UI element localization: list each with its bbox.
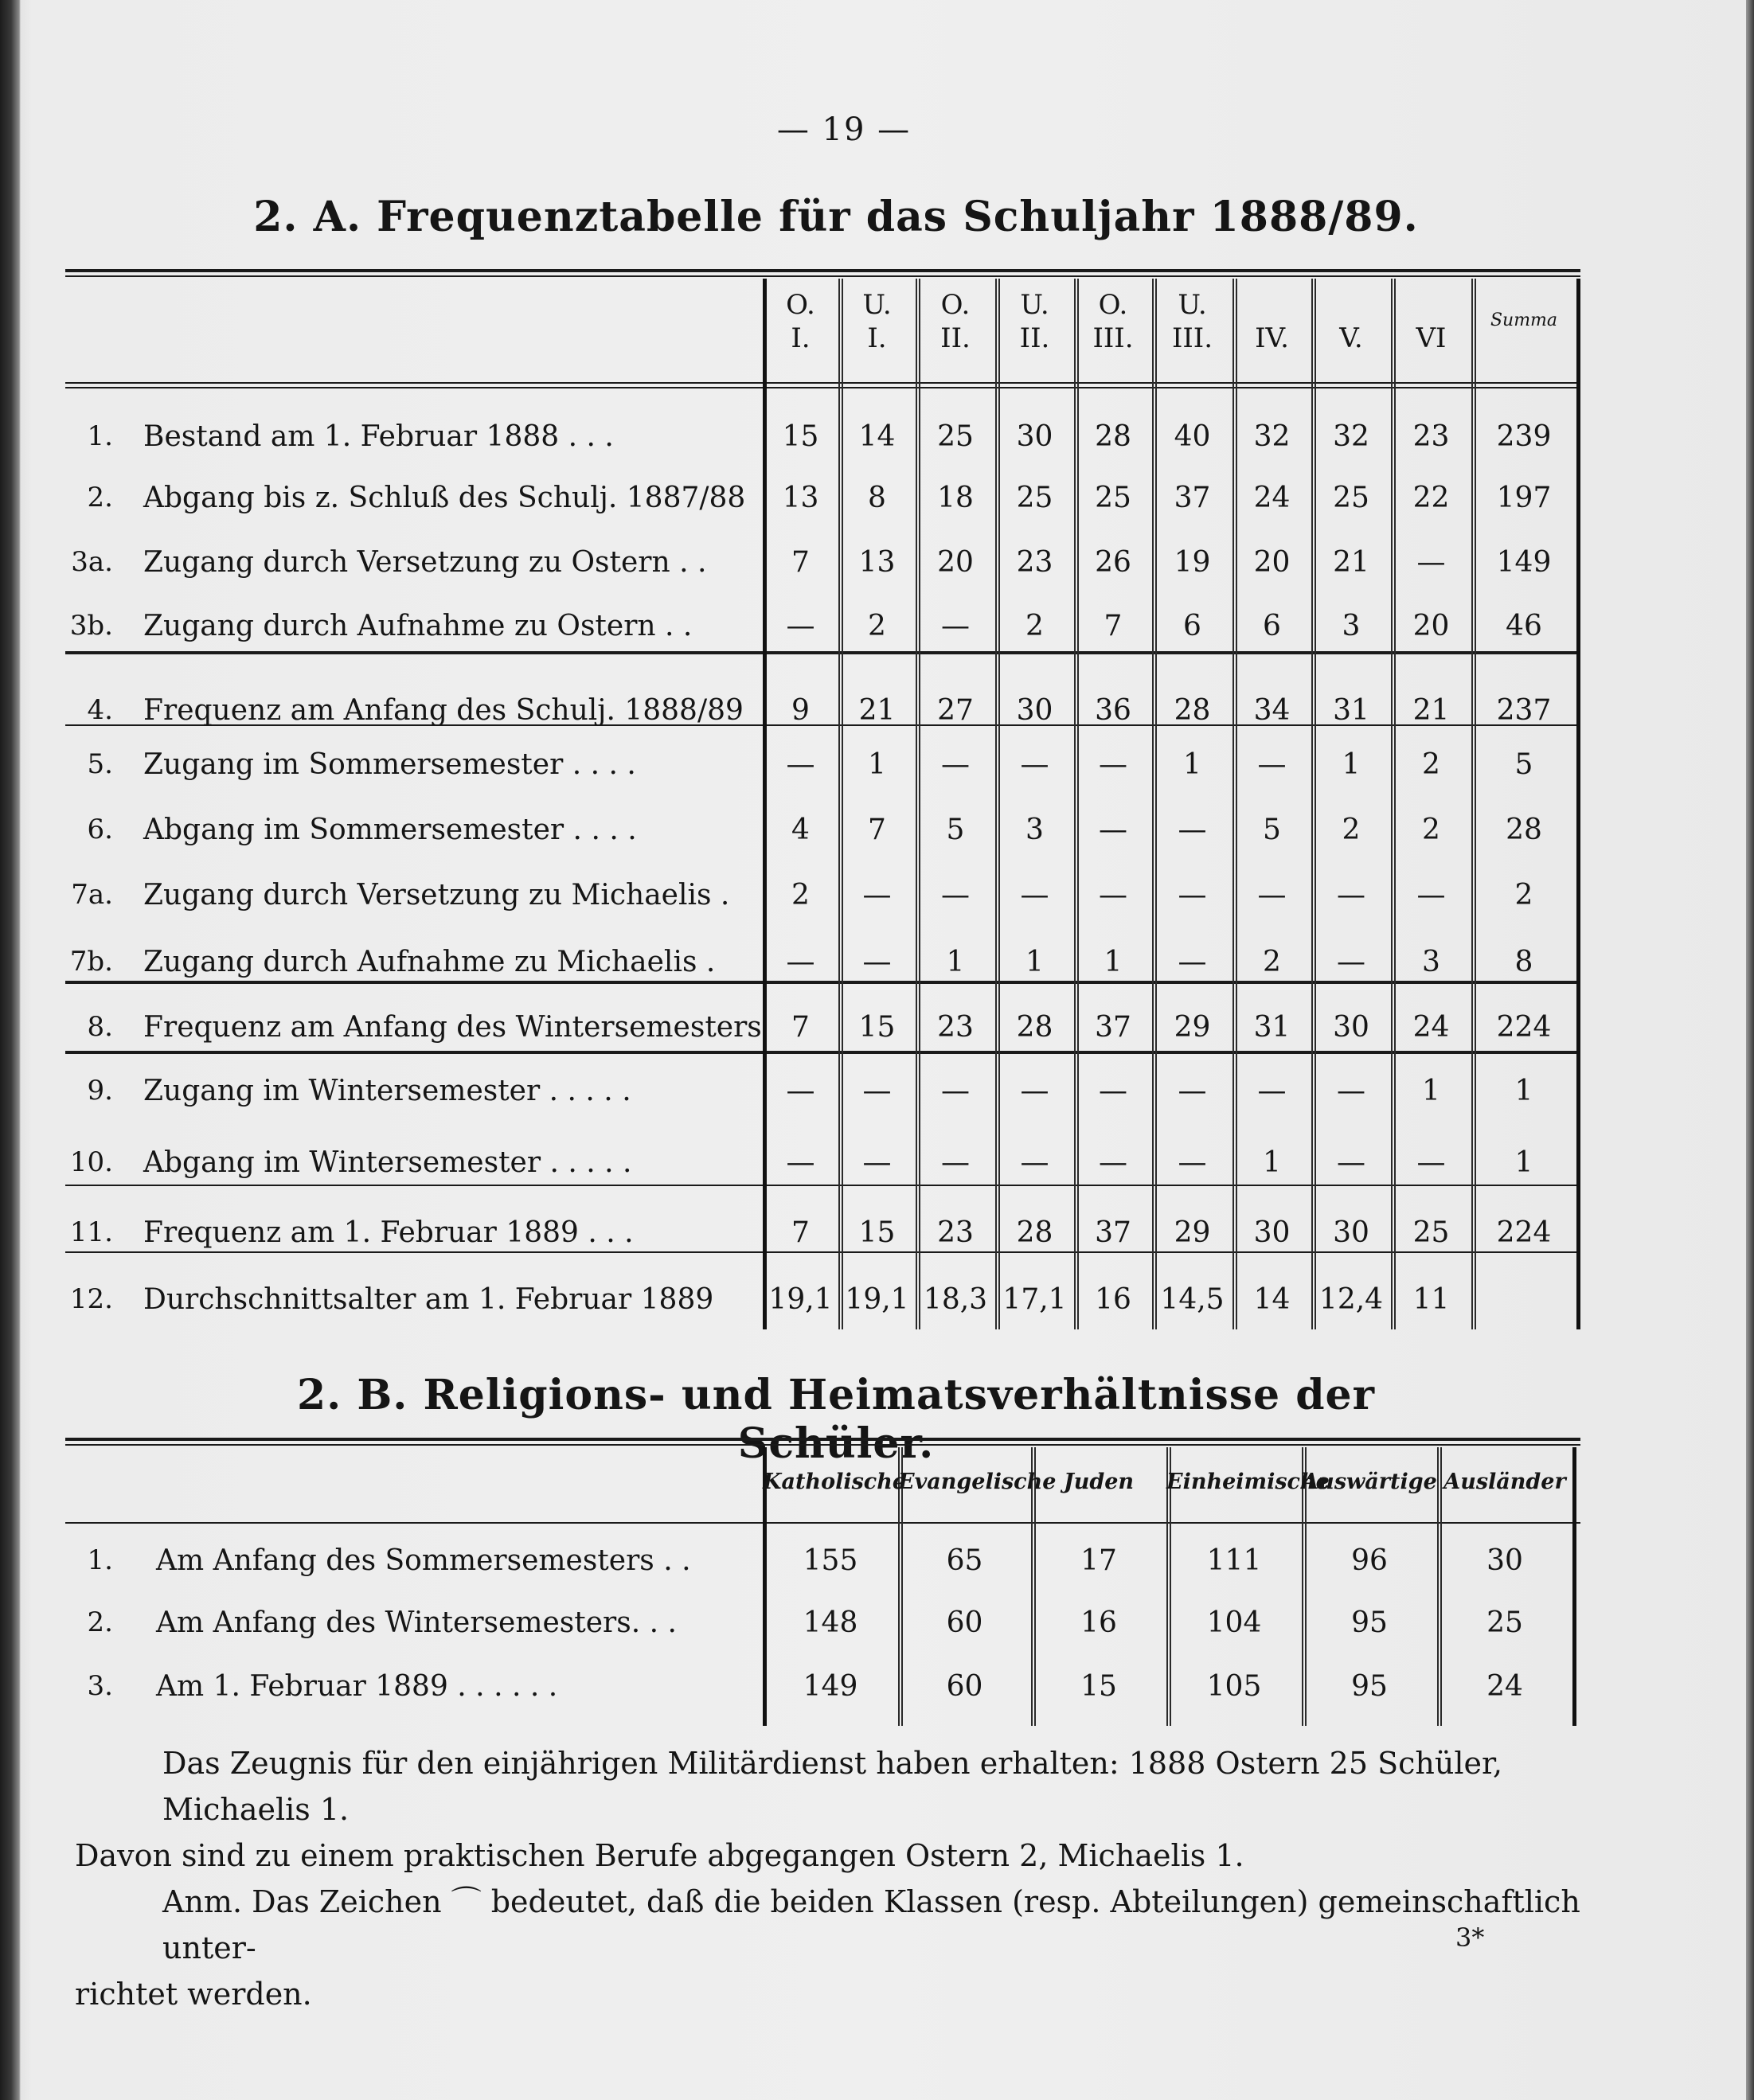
table-a-cell: 14 <box>1253 1283 1291 1316</box>
table-a-cell: 30 <box>1333 1011 1369 1044</box>
table-a-cell: — <box>862 1075 892 1107</box>
table-a-cell: 1 <box>1514 1146 1533 1179</box>
table-a-row-number: 2. <box>87 482 113 513</box>
table-a-row-label: Abgang im Sommersemester . . . . <box>143 814 637 846</box>
table-a-cell: 15 <box>858 1216 896 1249</box>
notes-block <box>75 1740 1619 2017</box>
table-a-cell: — <box>1099 814 1127 846</box>
table-a-cell: 21 <box>1333 546 1369 579</box>
table-a-row-number: 7b. <box>69 946 113 978</box>
table-a-cell: — <box>1257 1075 1287 1107</box>
table-a-cell: 5 <box>946 814 965 846</box>
table-a-cell: 25 <box>1333 482 1369 514</box>
table-b-cell: 30 <box>1486 1544 1523 1577</box>
table-a-cell: 3 <box>1422 946 1440 978</box>
table-a-cell: 197 <box>1496 482 1552 514</box>
table-a-row-label: Zugang durch Aufnahme zu Michaelis . <box>143 946 716 978</box>
table-a-cell: 40 <box>1174 420 1211 453</box>
page-edge-shadow <box>1746 0 1754 2100</box>
table-b-cell: 104 <box>1206 1606 1262 1639</box>
table-a-row-label: Zugang im Sommersemester . . . . <box>143 748 636 781</box>
table-a-cell: — <box>941 1075 970 1107</box>
table-b-column-header: Auswärtige <box>1302 1470 1437 1494</box>
table-a-cell: 8 <box>1514 946 1533 978</box>
table-a-cell: 20 <box>1412 610 1450 642</box>
table-a-cell: 31 <box>1253 1011 1291 1044</box>
table-a-cell: — <box>786 946 815 978</box>
table-a-row-label: Frequenz am Anfang des Wintersemesters <box>143 1011 762 1044</box>
table-a-row-number: 4. <box>87 694 113 726</box>
table-a-cell: 1 <box>1025 946 1044 978</box>
table-a-cell: 20 <box>1253 546 1291 579</box>
table-a-cell: — <box>1337 1075 1365 1107</box>
note-line-1: Das Zeugnis für den einjährigen Militärdienst haben erhalten: 1888 Ostern 25 Schüler, Michaelis 1. <box>162 1746 1503 1827</box>
table-a-cell: 27 <box>937 694 974 727</box>
table-a-cell: 30 <box>1016 694 1053 727</box>
table-a-column-header <box>1391 288 1471 355</box>
table-a-cell: — <box>941 748 970 781</box>
table-a-cell: 18 <box>937 482 974 514</box>
table-a-row-label: Zugang durch Versetzung zu Ostern . . <box>143 546 707 579</box>
header-line-2: Summa <box>1490 310 1558 330</box>
table-a-row-number: 12. <box>69 1283 113 1315</box>
table-b-cell: 149 <box>803 1670 858 1703</box>
header-line-1 <box>1311 288 1391 322</box>
table-b-column-header: Evangelische <box>898 1470 1057 1494</box>
table-a-cell: 32 <box>1253 420 1291 453</box>
table-a-cell: — <box>1178 879 1207 911</box>
table-b-cell: 15 <box>1080 1670 1117 1703</box>
table-a-cell: 3 <box>1025 814 1044 846</box>
table-a-column-header <box>838 288 916 355</box>
table-a-cell: 2 <box>1342 814 1361 846</box>
table-a-cell: — <box>941 610 970 642</box>
table-a-header-rule-2 <box>65 387 1580 388</box>
table-a-cell: 18,3 <box>923 1283 988 1316</box>
table-a-row-number: 7a. <box>71 879 113 911</box>
table-a-cell: 9 <box>791 694 810 727</box>
table-a-cell: 7 <box>791 1011 810 1044</box>
table-a-cell: 237 <box>1496 694 1552 727</box>
table-a-cell: 5 <box>1514 748 1533 781</box>
header-line-1: U. <box>862 289 892 321</box>
table-a-cell: 23 <box>1412 420 1450 453</box>
table-a-row-label: Abgang im Wintersemester . . . . . <box>143 1146 632 1179</box>
table-a-cell: 23 <box>937 1216 974 1249</box>
table-b-title: 2. B. Religions- und Heimatsverhältnisse der <box>296 1371 1376 1419</box>
table-a-cell: 239 <box>1496 420 1552 453</box>
table-b-cell: 105 <box>1206 1670 1262 1703</box>
table-a-row-label: Zugang im Wintersemester . . . . . <box>143 1075 631 1107</box>
table-a-cell: 21 <box>1412 694 1450 727</box>
header-line-1: U. <box>1020 289 1049 321</box>
note-line-2: Davon sind zu einem praktischen Berufe abgegangen Ostern 2, Michaelis 1. <box>75 1838 1244 1873</box>
table-a-row-label: Bestand am 1. Februar 1888 . . . <box>143 420 614 453</box>
table-a-cell: — <box>941 1146 970 1179</box>
header-line-2: III. <box>1092 322 1134 354</box>
table-a-cell: 15 <box>858 1011 896 1044</box>
table-a-cell: 2 <box>1514 879 1533 911</box>
table-a-cell: — <box>1337 1146 1365 1179</box>
table-b-row-label: Am Anfang des Wintersemesters. . . <box>156 1606 677 1639</box>
table-a-column-header <box>763 288 838 355</box>
table-a-cell: 13 <box>858 546 896 579</box>
table-a-cell: 29 <box>1174 1216 1211 1249</box>
table-a-column-header <box>1074 288 1152 355</box>
table-a-row-number: 3a. <box>71 546 113 578</box>
table-a-cell: 7 <box>868 814 886 846</box>
table-a-cell: — <box>1416 879 1446 911</box>
table-a-cell: 28 <box>1095 420 1131 453</box>
signature-mark: 3* <box>1455 1922 1485 1953</box>
table-a-cell: 19,1 <box>768 1283 833 1316</box>
table-b-cell: 96 <box>1351 1544 1388 1577</box>
table-b-row-number: 2. <box>87 1606 113 1638</box>
table-a-cell: — <box>1178 946 1207 978</box>
table-a-cell: 7 <box>1104 610 1123 642</box>
note-line-3: Anm. Das Zeichen ⌒ bedeutet, daß die beiden Klassen (resp. Abteilungen) gemeinschaftlich unter- <box>162 1884 1580 1965</box>
table-b-cell: 111 <box>1206 1544 1262 1577</box>
page-number: — 19 — <box>776 111 912 148</box>
table-a-cell: — <box>941 879 970 911</box>
table-a-cell: 15 <box>782 420 819 453</box>
table-a-column-header <box>1471 288 1576 338</box>
table-a-cell: — <box>862 946 892 978</box>
table-b-row-label: Am 1. Februar 1889 . . . . . . <box>156 1670 558 1703</box>
table-a-cell: — <box>1099 1075 1127 1107</box>
table-a-cell: — <box>862 1146 892 1179</box>
table-a-row-number: 6. <box>87 814 113 845</box>
table-b-header-rule <box>65 1522 1580 1524</box>
table-a-section-rule <box>65 1185 1580 1186</box>
table-a-cell: 28 <box>1016 1216 1053 1249</box>
table-a-cell: 16 <box>1095 1283 1131 1316</box>
table-a-section-rule <box>65 1251 1580 1253</box>
table-a-cell: — <box>1099 1146 1127 1179</box>
table-a-column-header <box>1152 288 1232 355</box>
table-a-cell: 24 <box>1412 1011 1450 1044</box>
table-a-cell: 2 <box>1025 610 1044 642</box>
table-a-cell: 1 <box>1263 1146 1281 1179</box>
table-a-cell: 23 <box>937 1011 974 1044</box>
header-line-2: II. <box>1019 322 1050 354</box>
table-a-cell: 1 <box>1514 1075 1533 1107</box>
table-a-row-label: Zugang durch Aufnahme zu Ostern . . <box>143 610 693 642</box>
table-a-cell: 25 <box>937 420 974 453</box>
table-a-cell: 14,5 <box>1160 1283 1225 1316</box>
table-a-cell: — <box>1099 748 1127 781</box>
table-a-cell: 149 <box>1496 546 1552 579</box>
table-a-row-number: 10. <box>69 1146 113 1178</box>
table-b-cell: 148 <box>803 1606 858 1639</box>
header-line-2: I. <box>867 322 887 354</box>
header-line-1: O. <box>940 289 971 321</box>
table-a-row-label: Zugang durch Versetzung zu Michaelis . <box>143 879 730 911</box>
table-a-section-rule <box>65 651 1580 654</box>
table-b-cell: 17 <box>1080 1544 1117 1577</box>
table-a-cell: 3 <box>1342 610 1361 642</box>
table-a-cell: 28 <box>1174 694 1211 727</box>
table-a-row-label: Durchschnittsalter am 1. Februar 1889 <box>143 1283 714 1316</box>
table-a-cell: 1 <box>1183 748 1201 781</box>
table-a-cell: — <box>1178 1075 1207 1107</box>
table-a-cell: 32 <box>1333 420 1369 453</box>
table-a-top-rule <box>65 269 1580 272</box>
table-a-cell: — <box>1337 879 1365 911</box>
table-a-cell: — <box>786 610 815 642</box>
header-line-2: IV. <box>1255 322 1289 354</box>
table-b-cell: 60 <box>946 1670 983 1703</box>
header-line-1 <box>1471 288 1576 304</box>
table-a-cell: 19,1 <box>845 1283 909 1316</box>
table-a-cell: 4 <box>791 814 810 846</box>
table-a-cell: 1 <box>1422 1075 1440 1107</box>
table-a-cell: 46 <box>1506 610 1542 642</box>
table-a-row-number: 9. <box>87 1075 113 1107</box>
table-a-cell: — <box>1020 748 1049 781</box>
table-a-cell: — <box>1178 1146 1207 1179</box>
table-a-row-number: 8. <box>87 1011 113 1043</box>
table-a-cell: 2 <box>1422 748 1440 781</box>
table-a-row-number: 11. <box>69 1216 113 1248</box>
table-a-cell: — <box>786 1146 815 1179</box>
table-b-cell: 65 <box>946 1544 983 1577</box>
table-a-cell: — <box>1178 814 1207 846</box>
table-b-cell: 25 <box>1486 1606 1523 1639</box>
header-line-1 <box>1391 288 1471 322</box>
table-a-section-rule <box>65 1051 1580 1054</box>
table-b-column-header: Katholische <box>763 1470 907 1494</box>
table-a-cell: 28 <box>1506 814 1542 846</box>
table-a-cell: 25 <box>1412 1216 1450 1249</box>
table-a-cell: 6 <box>1183 610 1201 642</box>
table-a-cell: — <box>1020 879 1049 911</box>
table-a-section-rule <box>65 981 1580 984</box>
table-b-cell: 155 <box>803 1544 858 1577</box>
table-a-column-header <box>1311 288 1391 355</box>
table-b-column-rule <box>1572 1447 1576 1726</box>
table-a-cell: 36 <box>1095 694 1131 727</box>
header-line-2: I. <box>791 322 811 354</box>
header-line-2: V. <box>1339 322 1363 354</box>
table-a-cell: 13 <box>782 482 819 514</box>
table-a-row-label: Abgang bis z. Schluß des Schulj. 1887/88 <box>143 482 746 514</box>
table-b-top-rule-inner <box>65 1444 1580 1446</box>
table-b-row-number: 3. <box>87 1670 113 1702</box>
table-a-column-header <box>1232 288 1311 355</box>
table-b-column-header: Juden <box>1063 1470 1135 1494</box>
table-a-cell: 19 <box>1174 546 1211 579</box>
header-line-1: O. <box>786 289 815 321</box>
table-a-cell: 14 <box>858 420 896 453</box>
table-a-cell: 224 <box>1496 1216 1552 1249</box>
table-a-cell: 34 <box>1253 694 1291 727</box>
book-spine-shadow <box>0 0 21 2100</box>
table-a-cell: — <box>1257 748 1287 781</box>
table-a-row-number: 1. <box>87 420 113 452</box>
table-b-top-rule <box>65 1438 1580 1441</box>
table-a-cell: 22 <box>1412 482 1450 514</box>
table-b-column-header: Einheimische <box>1166 1470 1330 1494</box>
table-a-cell: 1 <box>1342 748 1361 781</box>
table-a-column-header <box>916 288 995 355</box>
table-b-cell: 60 <box>946 1606 983 1639</box>
table-b-cell: 95 <box>1351 1606 1388 1639</box>
table-a-cell: 5 <box>1263 814 1281 846</box>
table-a-cell: 25 <box>1095 482 1131 514</box>
table-a-header-rule <box>65 382 1580 384</box>
table-a-row-label: Frequenz am Anfang des Schulj. 1888/89 <box>143 694 744 727</box>
table-a-cell: 37 <box>1174 482 1211 514</box>
table-a-cell: 7 <box>791 546 810 579</box>
table-a-cell: 24 <box>1253 482 1291 514</box>
table-a-cell: 1 <box>1104 946 1123 978</box>
table-a-cell: 31 <box>1333 694 1369 727</box>
table-a-cell: 1 <box>868 748 886 781</box>
table-a-cell: 11 <box>1412 1283 1450 1316</box>
table-a-cell: 2 <box>791 879 810 911</box>
table-a-cell: 7 <box>791 1216 810 1249</box>
table-a-cell: 2 <box>1422 814 1440 846</box>
table-a-cell: 29 <box>1174 1011 1211 1044</box>
table-a-cell: — <box>1416 546 1446 579</box>
table-a-cell: 30 <box>1016 420 1053 453</box>
table-a-cell: — <box>862 879 892 911</box>
table-a-cell: 17,1 <box>1002 1283 1067 1316</box>
table-a-cell: 37 <box>1095 1011 1131 1044</box>
table-a-cell: 20 <box>937 546 974 579</box>
table-a-cell: 37 <box>1095 1216 1131 1249</box>
table-a-column-header <box>995 288 1074 355</box>
table-a-cell: 21 <box>858 694 896 727</box>
table-a-cell: 28 <box>1016 1011 1053 1044</box>
table-a-row-number: 3b. <box>69 610 113 642</box>
table-a-cell: — <box>1337 946 1365 978</box>
table-b-row-number: 1. <box>87 1544 113 1576</box>
header-line-1: U. <box>1178 289 1207 321</box>
header-line-2: III. <box>1171 322 1213 354</box>
header-line-2: VI <box>1416 322 1447 354</box>
table-a-cell: — <box>1416 1146 1446 1179</box>
table-b-cell: 16 <box>1080 1606 1117 1639</box>
table-b-row-label: Am Anfang des Sommersemesters . . <box>156 1544 691 1577</box>
table-b-column-header: Ausländer <box>1443 1470 1566 1494</box>
table-a-cell: — <box>1099 879 1127 911</box>
table-a-cell: 224 <box>1496 1011 1552 1044</box>
table-a-cell: 26 <box>1095 546 1131 579</box>
table-a-cell: 1 <box>946 946 965 978</box>
table-a-cell: — <box>786 1075 815 1107</box>
table-a-cell: 6 <box>1263 610 1281 642</box>
header-line-2: II. <box>940 322 971 354</box>
header-line-1: O. <box>1098 289 1128 321</box>
table-a-cell: 2 <box>868 610 886 642</box>
table-a-cell: — <box>1020 1146 1049 1179</box>
table-a-column-rule <box>1576 279 1580 1329</box>
note-line-4: richtet werden. <box>75 1977 312 2012</box>
table-b-cell: 95 <box>1351 1670 1388 1703</box>
table-a-row-label: Frequenz am 1. Februar 1889 . . . <box>143 1216 634 1249</box>
table-a-title: 2. A. Frequenztabelle für das Schuljahr 1888/89. <box>253 193 1419 241</box>
table-a-cell: 30 <box>1253 1216 1291 1249</box>
table-a-cell: 23 <box>1016 546 1053 579</box>
table-a-cell: 30 <box>1333 1216 1369 1249</box>
table-a-cell: 25 <box>1016 482 1053 514</box>
table-a-cell: 12,4 <box>1318 1283 1384 1316</box>
table-a-top-rule-inner <box>65 275 1580 277</box>
table-a-cell: — <box>786 748 815 781</box>
table-a-row-number: 5. <box>87 748 113 780</box>
table-a-cell: 2 <box>1263 946 1281 978</box>
table-a-cell: — <box>1257 879 1287 911</box>
table-a-cell: — <box>1020 1075 1049 1107</box>
header-line-1 <box>1232 288 1311 322</box>
table-b-cell: 24 <box>1486 1670 1523 1703</box>
table-a-cell: 8 <box>868 482 886 514</box>
